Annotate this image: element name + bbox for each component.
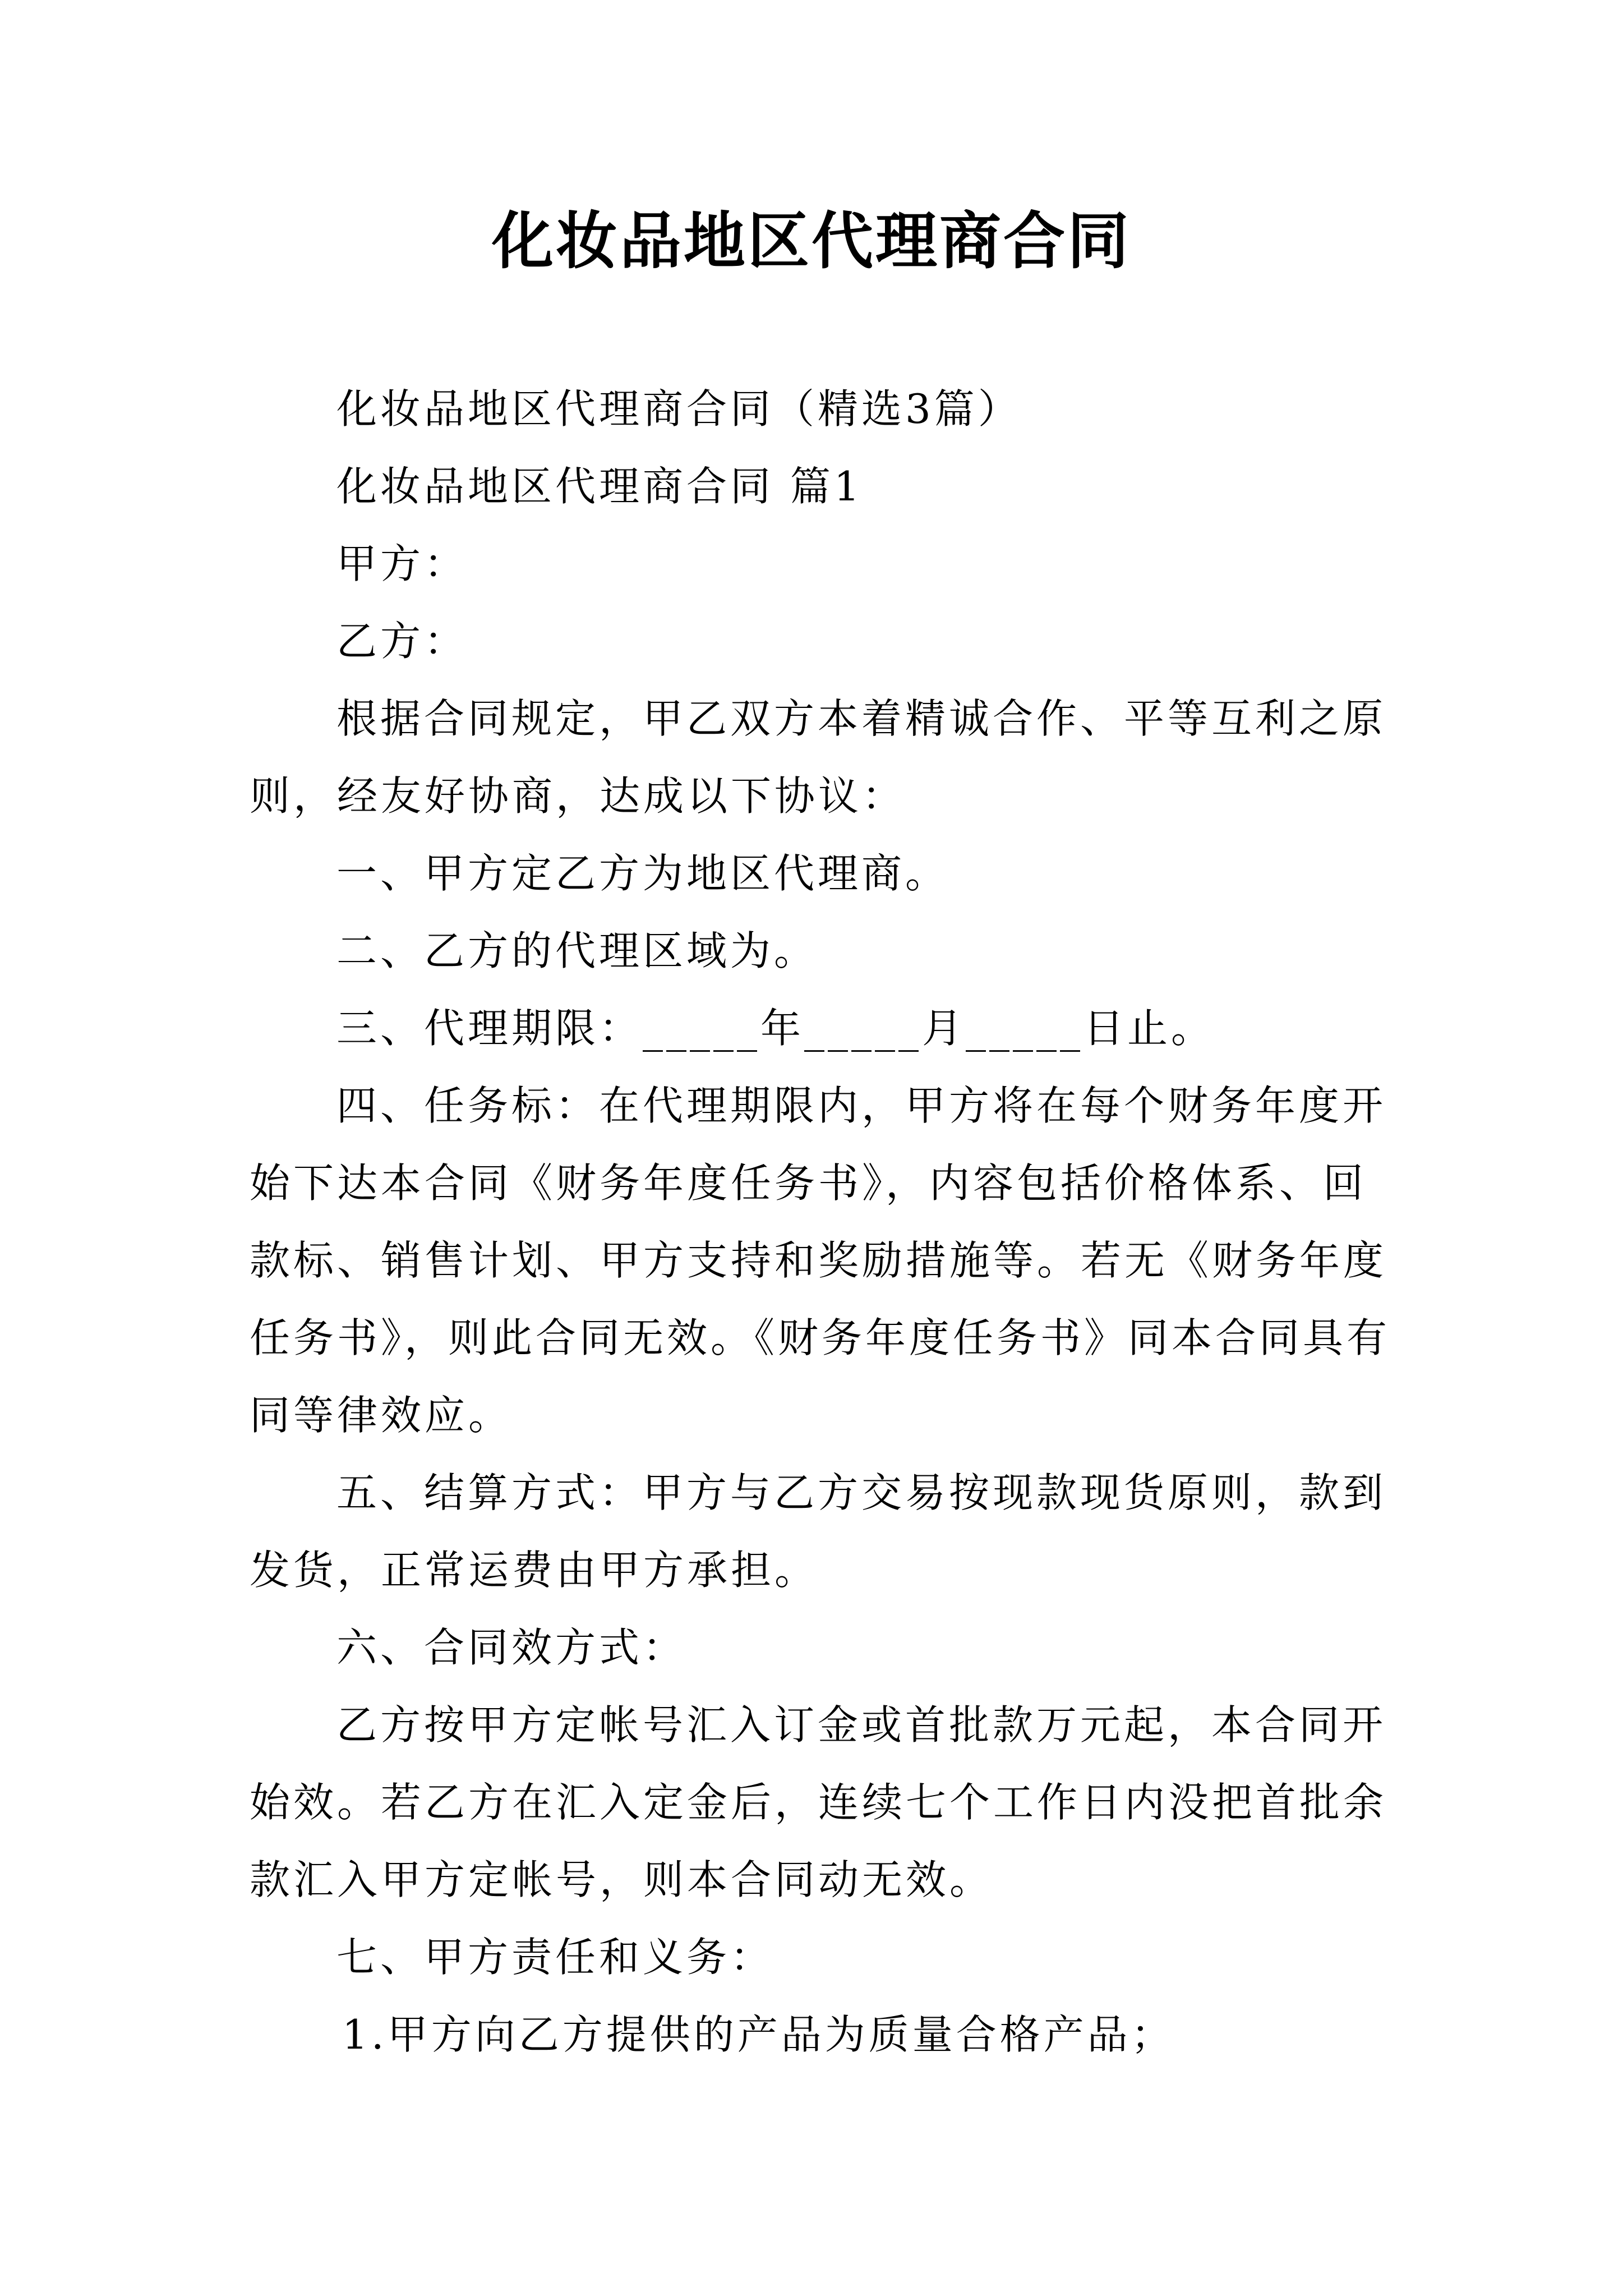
paragraph-line: 乙方按甲方定帐号汇入订金或首批款万元起，本合同开 [336, 1701, 1387, 1749]
section-heading: 化妆品地区代理商合同 篇1 [336, 463, 863, 510]
clause-line: 二、乙方的代理区域为。 [336, 927, 818, 974]
list-item: 1.甲方向乙方提供的产品为质量合格产品； [342, 2011, 1175, 2058]
document-title: 化妆品地区代理商合同 [492, 205, 1131, 277]
party-a-line: 甲方： [336, 540, 468, 587]
paragraph-line: 同等律效应。 [250, 1392, 513, 1439]
subtitle-line: 化妆品地区代理商合同（精选3篇） [336, 385, 1022, 432]
clause-line: 六、合同效方式： [336, 1624, 687, 1671]
document-body [250, 370, 1391, 2073]
clause-line: 一、甲方定乙方为地区代理商。 [336, 850, 949, 897]
paragraph-line: 始效。若乙方在汇入定金后，连续七个工作日内没把首批余 [250, 1779, 1387, 1826]
paragraph-line: 任务书》，则此合同无效。《财务年度任务书》同本合同具有 [250, 1314, 1391, 1361]
clause-line: 七、甲方责任和义务： [336, 1934, 774, 1981]
paragraph-line: 发货，正常运费由甲方承担。 [250, 1547, 819, 1594]
paragraph-line: 则，经友好协商，达成以下协议： [250, 772, 906, 820]
clause-line: 五、结算方式：甲方与乙方交易按现款现货原则，款到 [336, 1469, 1387, 1516]
paragraph-line: 款汇入甲方定帐号，则本合同动无效。 [250, 1856, 994, 1903]
paragraph-line: 根据合同规定，甲乙双方本着精诚合作、平等互利之原 [336, 695, 1387, 742]
clause-line: 三、代理期限：_____年_____月_____日止。 [336, 1005, 1215, 1052]
clause-line: 四、任务标：在代理期限内，甲方将在每个财务年度开 [336, 1082, 1387, 1129]
party-b-line: 乙方： [336, 618, 468, 665]
paragraph-line: 款标、销售计划、甲方支持和奖励措施等。若无《财务年度 [250, 1237, 1387, 1284]
paragraph-line: 始下达本合同《财务年度任务书》，内容包括价格体系、回 [250, 1159, 1367, 1207]
